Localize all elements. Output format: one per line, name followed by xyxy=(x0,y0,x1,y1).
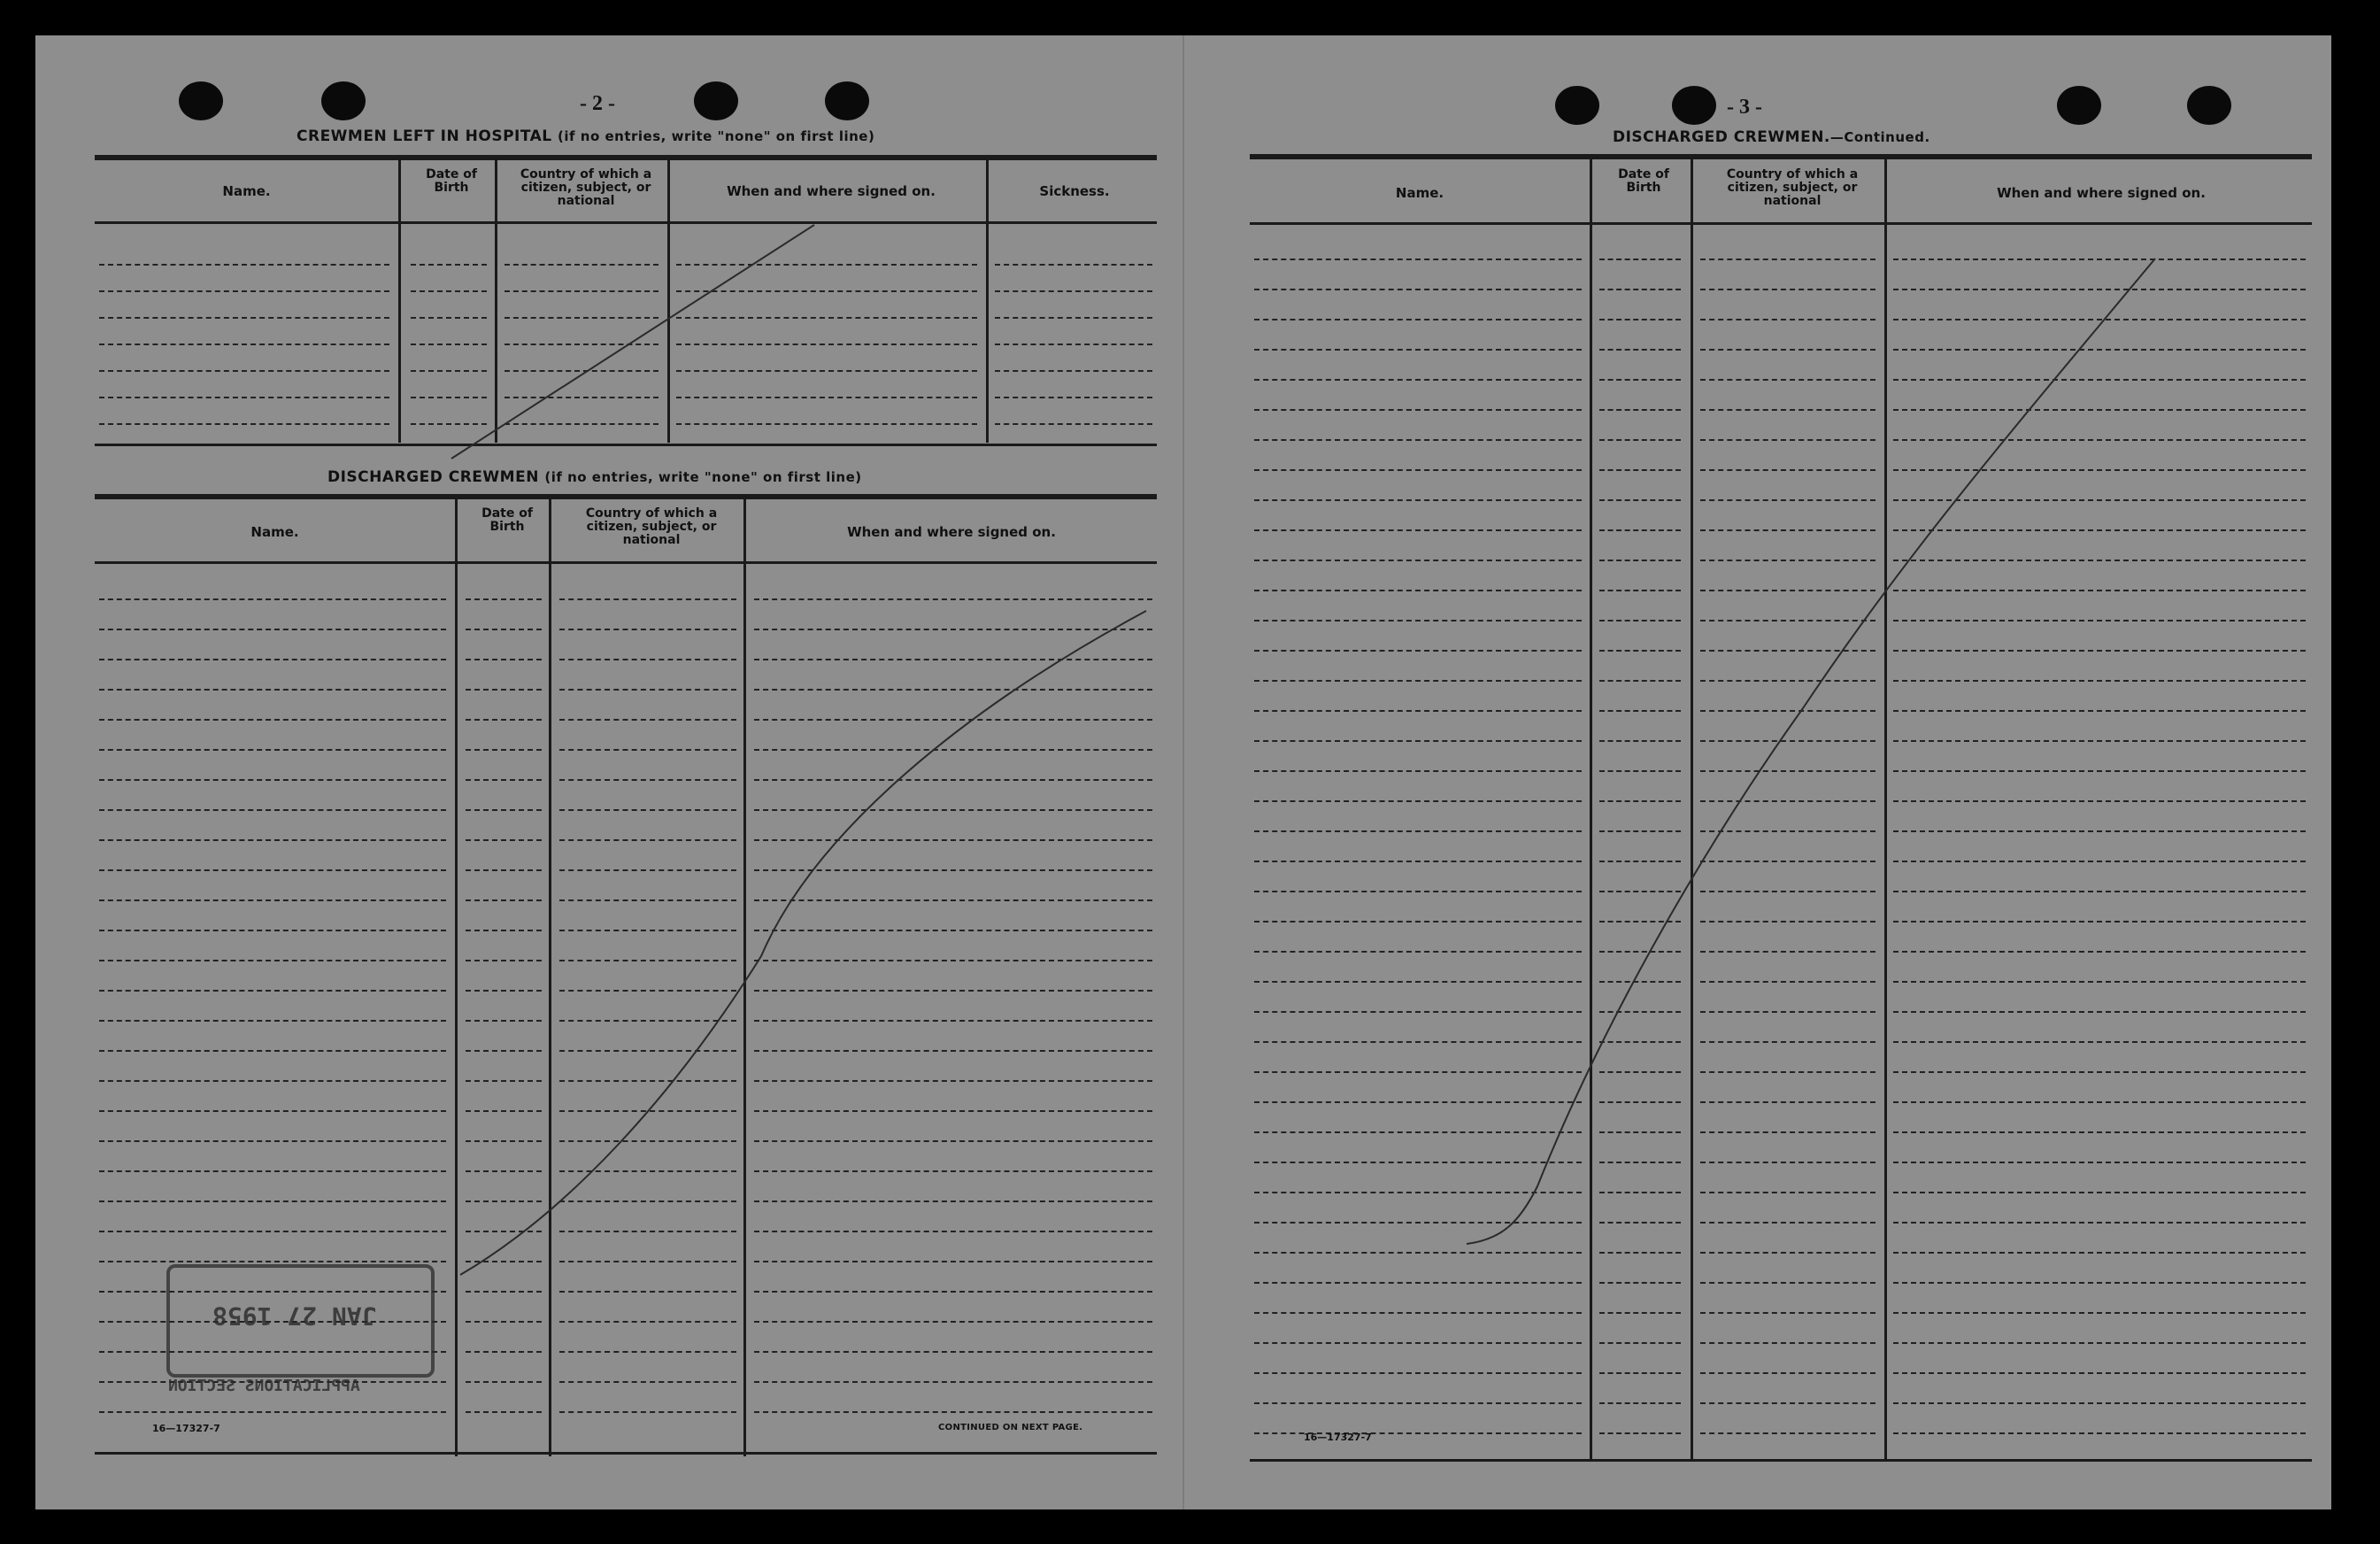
continued-suffix: —Continued. xyxy=(1829,129,1930,145)
discharged-void-line xyxy=(460,611,1146,1275)
form-number: 16—17327-7 xyxy=(152,1423,220,1434)
hospital-col-dob: Date of Birth xyxy=(426,167,477,195)
page-2 xyxy=(35,35,1183,1509)
right-col-dob: Date of Birth xyxy=(1618,167,1669,195)
page-number: - 2 - xyxy=(580,92,615,115)
strike-lines xyxy=(35,35,1183,1509)
form-number: 16—17327-7 xyxy=(1304,1432,1372,1443)
hospital-title-text: CREWMEN LEFT IN HOSPITAL xyxy=(297,127,552,145)
page-number: - 3 - xyxy=(1727,96,1762,119)
discharged-title-text: DISCHARGED CREWMEN xyxy=(327,468,539,486)
discharged-col-dob: Date of Birth xyxy=(481,506,533,534)
discharged-continued-title-text: DISCHARGED CREWMEN. xyxy=(1613,128,1830,146)
hospital-col-sickness: Sickness. xyxy=(1039,183,1110,199)
right-col-signed-on: When and where signed on. xyxy=(1997,185,2206,201)
hospital-col-name: Name. xyxy=(222,183,271,199)
scanned-document xyxy=(35,35,2331,1509)
right-col-name: Name. xyxy=(1395,185,1444,201)
continued-note: CONTINUED ON NEXT PAGE. xyxy=(938,1423,1083,1432)
discharged-col-name: Name. xyxy=(250,524,299,540)
hospital-col-signed-on: When and where signed on. xyxy=(727,183,936,199)
hospital-note-text: (if no entries, write "none" on first line) xyxy=(558,128,875,144)
stamp-date: JAN 27 1958 xyxy=(212,1301,377,1331)
discharged-col-country: Country of which a citizen, subject, or national xyxy=(585,506,718,547)
hospital-void-line xyxy=(451,225,814,459)
discharged-col-signed-on: When and where signed on. xyxy=(847,524,1056,540)
right-void-line xyxy=(1467,259,2155,1244)
stamp-section: APPLICATIONS SECTION xyxy=(168,1377,360,1395)
right-col-country: Country of which a citizen, subject, or national xyxy=(1726,167,1859,208)
page-3 xyxy=(1183,35,2331,1509)
hospital-col-country: Country of which a citizen, subject, or national xyxy=(520,167,652,208)
strike-lines xyxy=(1183,35,2331,1509)
discharged-note-text: (if no entries, write "none" on first line) xyxy=(544,469,862,485)
